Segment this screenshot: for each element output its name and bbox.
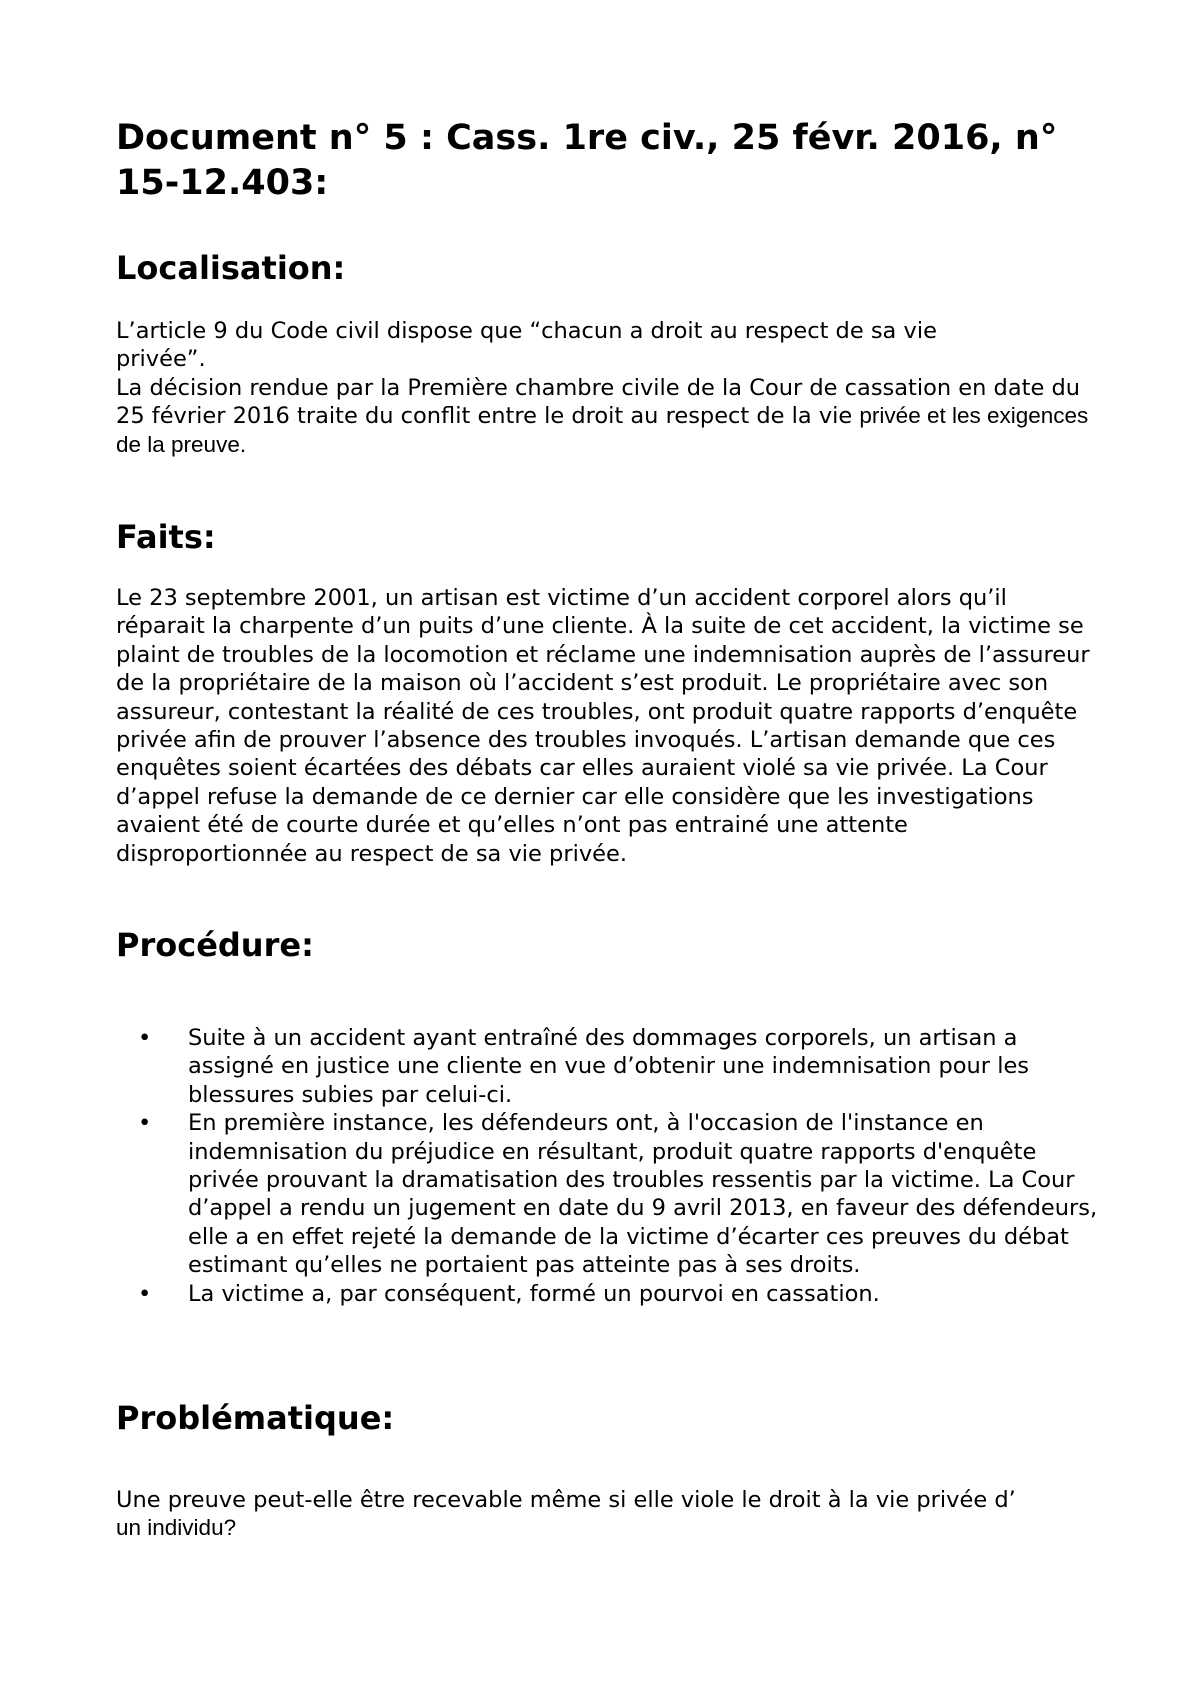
problematique-question-end: un individu? xyxy=(116,1515,237,1541)
faits-heading: Faits: xyxy=(116,518,216,556)
procedure-heading: Procédure: xyxy=(116,926,314,964)
procedure-item xyxy=(116,1280,1106,1308)
procedure-item-text: Suite à un accident ayant entraîné des dommages corporels, un artisan a assigné en justice une cliente en vue d’obtenir une indemnisation pour les blessures subies par celui-ci. xyxy=(188,1025,1030,1108)
procedure-item-text: En première instance, les défendeurs ont, à l'occasion de l'instance en indemnisation du préjudice en résultant, produit quatre rapports d'enquête privée prouvant la dramatisation des troubles ressentis par la victime. La Cour d’appel a rendu un jugement en date du 9 avril 2013, en faveur des défendeurs, elle a en effet rejeté la demande de la victime d’écarter ces preuves du débat estimant qu’elles ne portaient pas atteinte pas à ses droits. xyxy=(188,1110,1098,1279)
procedure-list xyxy=(116,1024,1106,1308)
bullet-icon: • xyxy=(138,1110,152,1137)
localisation-heading: Localisation: xyxy=(116,249,346,287)
document-title: Document n° 5 : Cass. 1re civ., 25 févr. 2016, n° 15-12.403: xyxy=(116,118,1058,203)
procedure-item xyxy=(116,1024,1106,1109)
localisation-paragraph-2-main: La décision rendue par la Première chambre civile de la Cour de cassation en date du 25 février 2016 traite du conflit entre le droit au respect de la vie xyxy=(116,375,1080,430)
problematique-heading: Problématique: xyxy=(116,1399,395,1437)
procedure-item-text: La victime a, par conséquent, formé un pourvoi en cassation. xyxy=(188,1280,880,1307)
faits-paragraph: Le 23 septembre 2001, un artisan est victime d’un accident corporel alors qu’il réparait la charpente d’un puits d’une cliente. À la suite de cet accident, la victime se plaint de troubles de la locomotion et réclame une indemnisation auprès de l’assureur de la propriétaire de la maison où l’accident s’est produit. Le propriétaire avec son assureur, contestant la réalité de ces troubles, ont produit quatre rapports d’enquête privée afin de prouver l’absence des troubles invoqués. L’artisan demande que ces enquêtes soient écartées des débats car elles auraient violé sa vie privée. La Cour d’appel refuse la demande de ce dernier car elle considère que les investigations avaient été de courte durée et qu’elles n’ont pas entrainé une attente disproportionnée au respect de sa vie privée. xyxy=(116,585,1090,867)
bullet-icon: • xyxy=(138,1280,152,1307)
bullet-icon: • xyxy=(138,1025,152,1051)
problematique-question-main: Une preuve peut-elle être recevable même si elle viole le droit à la vie privée d’ xyxy=(116,1487,1016,1513)
procedure-item xyxy=(116,1109,1106,1279)
localisation-paragraph-2 xyxy=(116,374,1106,459)
localisation-paragraph-2-end: privée et les exigences de la preuve. xyxy=(116,403,1089,457)
localisation-paragraph-1: L’article 9 du Code civil dispose que “chacun a droit au respect de sa vie privée”. xyxy=(116,318,937,373)
problematique-question xyxy=(116,1486,1101,1543)
